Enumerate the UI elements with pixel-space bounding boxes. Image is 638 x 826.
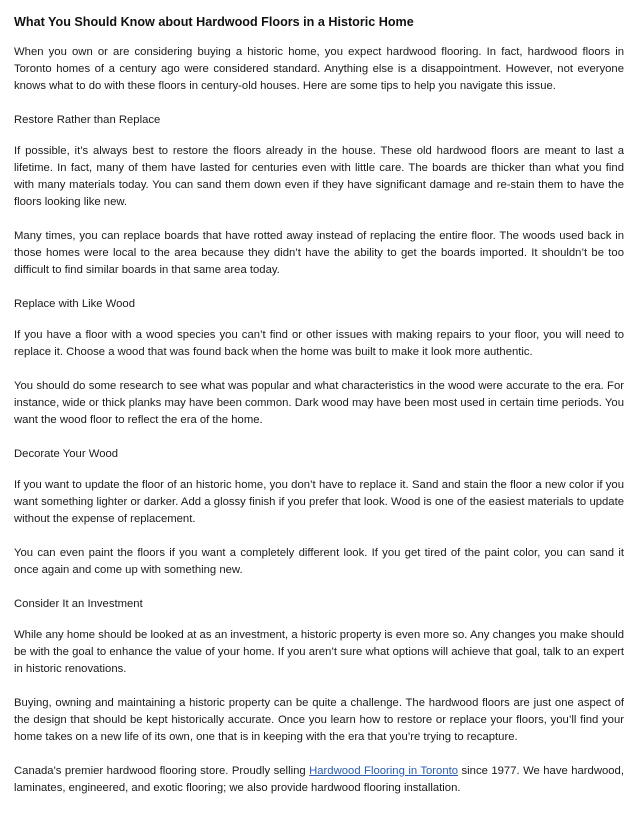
paragraph: If you have a floor with a wood species you can’t find or other issues with making repairs to your floor, you will need to replace it. Choose a wood that was found back when the home was built to make it look more authentic.	[14, 329, 624, 358]
section-heading-investment: Consider It an Investment	[14, 598, 143, 610]
closing-text-before: Canada's premier hardwood flooring store. Proudly selling	[14, 765, 310, 777]
section-heading-decorate: Decorate Your Wood	[14, 448, 119, 460]
paragraph: Many times, you can replace boards that have rotted away instead of replacing the entire floor. The woods used back in those homes were local to the area because they didn’t have the ability to get the boards imported. It shouldn’t be too difficult to find similar boards in that same area today.	[14, 230, 624, 276]
section-heading-replace: Replace with Like Wood	[14, 298, 135, 310]
paragraph: If possible, it’s always best to restore the floors already in the house. These old hardwood floors are meant to last a lifetime. In fact, many of them have lasted for centuries even with little care. The boards are thicker than what you find with many materials today. You can sand them down even if they have significant damage and re-stain them to have the floors looking like new.	[14, 145, 624, 208]
article-title: What You Should Know about Hardwood Floors in a Historic Home	[14, 15, 414, 29]
paragraph: If you want to update the floor of an historic home, you don’t have to replace it. Sand and stain the floor a new color if you want something lighter or darker. Add a glossy finish if you prefer that look. Wood is one of the easiest materials to update without the expense of replacement.	[14, 479, 624, 525]
intro-paragraph: When you own or are considering buying a historic home, you expect hardwood flooring. In fact, hardwood floors in Toronto homes of a century ago were considered standard. Anything else is a disappointment. However, not everyone knows what to do with these floors in century-old houses. Here are some tips to help you navigate this issue.	[14, 46, 624, 92]
document-page	[14, 12, 624, 814]
paragraph: You should do some research to see what was popular and what characteristics in the wood were accurate to the era. For instance, wide or thick planks may have been common. Dark wood may have been most used in certain time periods. You want the wood floor to reflect the era of the home.	[14, 380, 624, 426]
closing-paragraph	[14, 763, 624, 797]
hardwood-flooring-link[interactable]: Hardwood Flooring in Toronto	[309, 765, 459, 777]
closing-text-after: since 1977. We have hardwood, laminates, engineered, and exotic flooring; we also provide hardwood flooring installation.	[14, 765, 624, 794]
section-heading-restore: Restore Rather than Replace	[14, 114, 161, 126]
paragraph: You can even paint the floors if you want a completely different look. If you get tired of the paint color, you can sand it once again and come up with something new.	[14, 547, 624, 576]
paragraph: While any home should be looked at as an investment, a historic property is even more so. Any changes you make should be with the goal to enhance the value of your home. If you aren’t sure what options will achieve that goal, talk to an expert in historic renovations.	[14, 629, 624, 675]
paragraph: Buying, owning and maintaining a historic property can be quite a challenge. The hardwood floors are just one aspect of the design that should be kept historically accurate. Once you learn how to restore or replace your floors, you’ll find your home takes on a new life of its own, one that is in keeping with the era that you’re trying to recapture.	[14, 697, 624, 743]
